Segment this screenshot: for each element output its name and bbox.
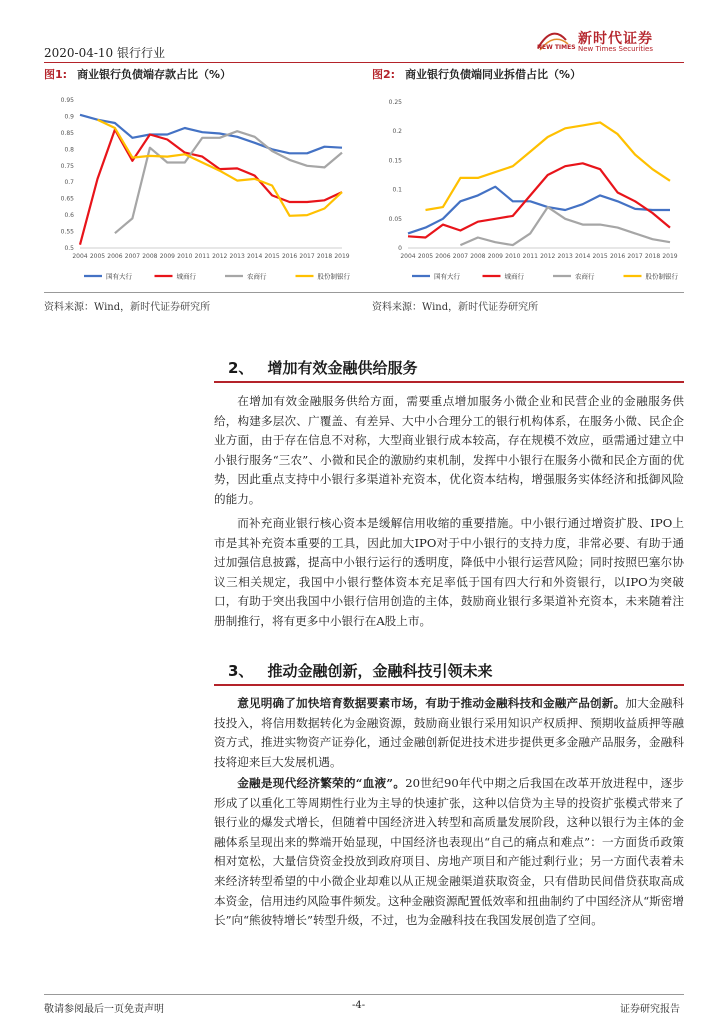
x-tick-label: 2013 [557, 253, 573, 260]
figure-1-source: 资料来源：Wind，新时代证券研究所 [44, 302, 211, 313]
legend-label-3: 股份制银行 [317, 272, 350, 281]
x-tick-label: 2007 [124, 253, 141, 260]
x-tick-label: 2008 [142, 253, 158, 260]
x-tick-label: 2015 [264, 253, 280, 260]
logo-chinese-name: 新时代证券 [578, 31, 653, 47]
page-header [44, 31, 684, 62]
figure-1-chart [44, 88, 356, 288]
figure-bottom-rule [44, 292, 684, 293]
figure-2-title: 图2: 商业银行负债端同业拆借占比（%） [372, 68, 582, 81]
y-tick-label: 0.85 [60, 129, 74, 137]
y-tick-label: 0.8 [64, 146, 74, 154]
y-tick-label: 0.15 [388, 157, 402, 165]
legend-label-1: 城商行 [504, 272, 524, 281]
logo-mark-icon [534, 26, 576, 56]
x-tick-label: 2012 [212, 253, 228, 260]
series-line-3 [426, 122, 671, 210]
x-tick-label: 2017 [299, 253, 315, 260]
x-tick-label: 2010 [505, 253, 521, 260]
section-2-paragraph-1: 在增加有效金融服务供给方面，需要重点增加服务小微企业和民营企业的金融服务供给，构建多层次、广覆盖、有差异、大中小合理分工的银行机构体系，在服务小微、民企企业方面，由于存在信息不对称，大型商业银行成本较高，存在规模不效应，亟需通过建立中小银行服务“三农”、小微和民企的激励约束机制，发挥中小银行在服务小微和民企方面的优势，因此重点支持中小银行多渠道补充资本，优化资本结构，增强服务实体经济和抵御风险的能力。 [214, 394, 684, 506]
section-3-p2-lead: 金融是现代经济繁荣的“血液”。 [237, 776, 406, 790]
logo-english-name: New Times Securities [578, 45, 653, 53]
y-tick-label: 0.05 [388, 215, 402, 223]
y-tick-label: 0.6 [64, 212, 74, 220]
section-3-p1-lead: 意见明确了加快培育数据要素市场，有助于推动金融科技和金融产品创新。 [237, 696, 626, 710]
x-tick-label: 2011 [194, 253, 210, 260]
section-3-paragraph-1 [214, 694, 684, 772]
legend-label-0: 国有大行 [106, 272, 132, 281]
footer-rule [44, 994, 684, 995]
series-line-1 [80, 130, 342, 245]
x-tick-label: 2006 [435, 253, 451, 260]
legend-label-0: 国有大行 [434, 272, 460, 281]
legend-label-3: 股份制银行 [645, 272, 678, 281]
header-rule [44, 62, 684, 63]
svg-text:NEW TIMES: NEW TIMES [537, 44, 576, 51]
x-tick-label: 2004 [72, 253, 88, 260]
x-tick-label: 2009 [487, 253, 503, 260]
series-line-2 [460, 207, 670, 245]
y-tick-label: 0.5 [64, 245, 74, 252]
company-logo [534, 26, 684, 56]
x-tick-label: 2017 [627, 253, 643, 260]
x-tick-label: 2004 [400, 253, 416, 260]
y-tick-label: 0.2 [392, 128, 402, 136]
figure-2-chart [372, 88, 684, 288]
y-tick-label: 0.1 [392, 186, 402, 194]
x-tick-label: 2016 [281, 253, 298, 260]
x-tick-label: 2014 [575, 253, 591, 260]
section-3-heading: 3、 推动金融创新，金融科技引领未来 [228, 662, 493, 680]
x-tick-label: 2007 [452, 253, 469, 260]
report-date-industry: 2020-04-10 银行行业 [44, 46, 166, 60]
figure-1-title: 图1: 商业银行负债端存款占比（%） [44, 68, 232, 81]
x-tick-label: 2019 [662, 253, 678, 260]
x-tick-label: 2010 [177, 253, 193, 260]
x-tick-label: 2019 [334, 253, 350, 260]
series-line-2 [115, 131, 342, 233]
section-2-rule [214, 381, 684, 383]
footer-disclaimer: 敬请参阅最后一页免责声明 [44, 1004, 164, 1015]
x-tick-label: 2005 [417, 253, 434, 260]
section-2-heading: 2、 增加有效金融供给服务 [228, 359, 418, 377]
section-3-p2-body: 20世纪90年代中期之后我国在改革开放进程中，逐步形成了以重化工等周期性行业为主导的快速扩张，这种以信贷为主导的投资扩张模式带来了银行业的爆发式增长，但随着中国经济进入转型和高质量发展阶段，这种以银行为主体的金融体系呈现出来的弊端开始显现，中国经济也表现出“自己的痛点和难点”：一方面货币政策相对宽松，大量信贷资金投放到政府项目、房地产项目和产能过剩行业；另一方面代表着未来经济转型希望的中小微企业却难以从正规金融渠道获取资金，只有借助民间借贷获取高成本资金，信用违约风险事件频发。这种金融资源配置低效率和扭曲制约了中国经济从“斯密增长”向“熊彼特增长”转型升级，不过，也为金融科技在我国发展创造了空间。 [214, 776, 685, 928]
legend-label-2: 农商行 [247, 272, 267, 281]
y-tick-label: 0.9 [64, 113, 74, 121]
section-2-paragraph-2: 而补充商业银行核心资本是缓解信用收缩的重要措施。中小银行通过增资扩股、IPO上市是其补充资本重要的工具，因此加大IPO对于中小银行的支持力度，非常必要、有助于通过加强信息披露，提高中小银行运行的透明度，降低中小银行运营风险；同时按照巴塞尔协议三相关规定，我国中小银行整体资本充足率低于国有四大行和外资银行，以IPO为突破口，有助于突出我国中小银行信用创造的主体，鼓励商业银行多渠道补充资本，未来随着注册制推行，将有更多中小银行在A股上市。 [214, 516, 684, 628]
x-tick-label: 2018 [316, 253, 333, 260]
legend-label-1: 城商行 [176, 272, 196, 281]
x-tick-label: 2012 [540, 253, 556, 260]
x-tick-label: 2006 [107, 253, 123, 260]
x-tick-label: 2018 [644, 253, 661, 260]
y-tick-label: 0.55 [60, 228, 74, 236]
y-tick-label: 0.95 [60, 97, 74, 104]
section-3-p1-body: 加大金融科技投入，将信用数据转化为金融资源，鼓励商业银行采用知识产权质押、预期收益质押等融资方式，推进实物资产证券化，通过金融创新促进技术进步提供更多金融产品服务，金融科技将迎来巨大发展机遇。 [214, 696, 684, 769]
x-tick-label: 2014 [247, 253, 263, 260]
x-tick-label: 2016 [609, 253, 626, 260]
y-tick-label: 0.75 [60, 162, 74, 170]
page-number: -4- [352, 1000, 366, 1011]
x-tick-label: 2011 [522, 253, 538, 260]
y-tick-label: 0.25 [388, 99, 402, 106]
section-3-paragraph-2 [214, 774, 684, 931]
footer-report-type: 证券研究报告 [620, 1004, 680, 1015]
x-tick-label: 2013 [229, 253, 245, 260]
y-tick-label: 0 [398, 245, 402, 252]
x-tick-label: 2015 [592, 253, 608, 260]
x-tick-label: 2009 [159, 253, 175, 260]
y-tick-label: 0.7 [64, 179, 74, 187]
x-tick-label: 2005 [89, 253, 106, 260]
section-3-rule [214, 684, 684, 686]
x-tick-label: 2008 [470, 253, 486, 260]
figure-2-source: 资料来源：Wind，新时代证券研究所 [372, 302, 539, 313]
y-tick-label: 0.65 [60, 195, 74, 203]
legend-label-2: 农商行 [575, 272, 595, 281]
